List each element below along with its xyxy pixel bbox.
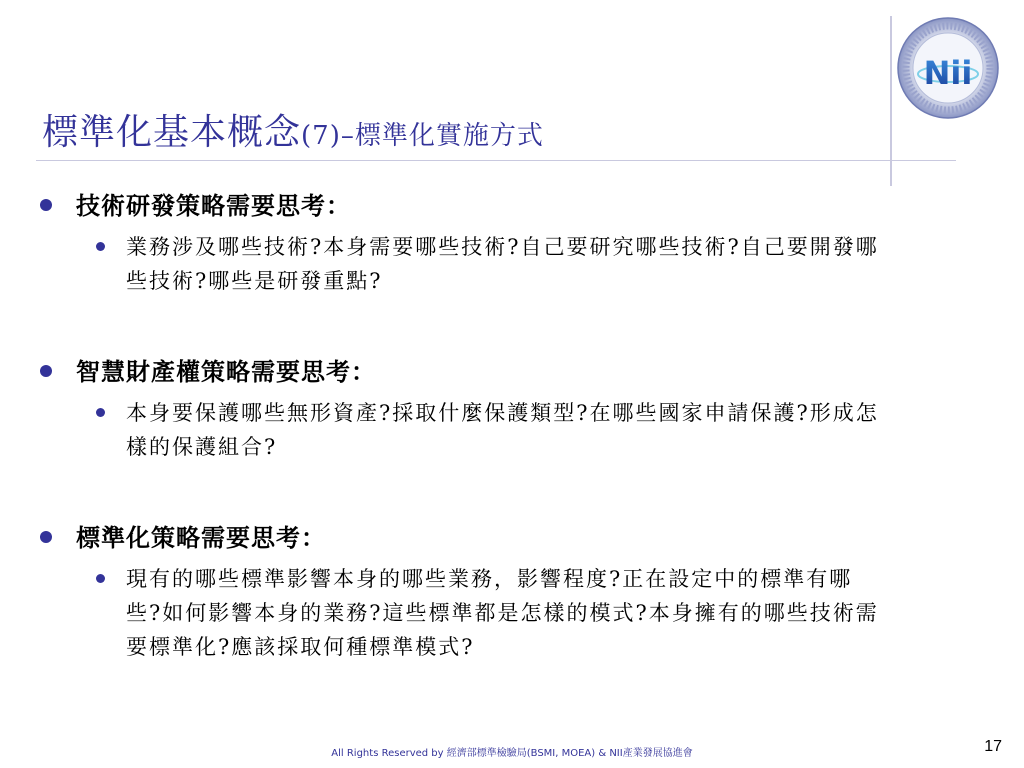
nii-logo [896,16,1000,120]
title-underline [36,160,956,161]
section-detail-standardization: 現有的哪些標準影響本身的哪些業務，影響程度?正在設定中的標準有哪些?如何影響本身的業務?這些標準都是怎樣的模式?本身擁有的哪些技術需要標準化?應該採取何種標準模式? [96,562,886,664]
bullet-icon [96,408,105,417]
title-subtitle: –標準化實施方式 [340,121,544,151]
bullet-icon [40,365,52,377]
bullet-icon [96,574,105,583]
vertical-divider [890,16,892,186]
svg-text:Nii: Nii [923,54,973,92]
section-detail-ip: 本身要保護哪些無形資產?採取什麼保護類型?在哪些國家申請保護?形成怎樣的保護組合? [96,396,886,464]
slide-title [42,104,544,155]
section-heading-ip: 智慧財產權策略需要思考： [40,352,376,387]
section-heading-technology: 技術研發策略需要思考： [40,186,351,221]
title-number: (7) [301,121,341,151]
bullet-icon [40,531,52,543]
title-main: 標準化基本概念 [42,112,302,153]
bullet-icon [96,242,105,251]
bullet-icon [40,199,52,211]
section-heading-standardization: 標準化策略需要思考： [40,518,326,553]
footer-copyright: All Rights Reserved by 經濟部標準檢驗局(BSMI, MOEA) & NII產業發展協進會 [331,748,693,759]
section-detail-technology: 業務涉及哪些技術?本身需要哪些技術?自己要研究哪些技術?自己要開發哪些技術?哪些是研發重點? [96,230,886,298]
page-number: 17 [984,738,1002,755]
